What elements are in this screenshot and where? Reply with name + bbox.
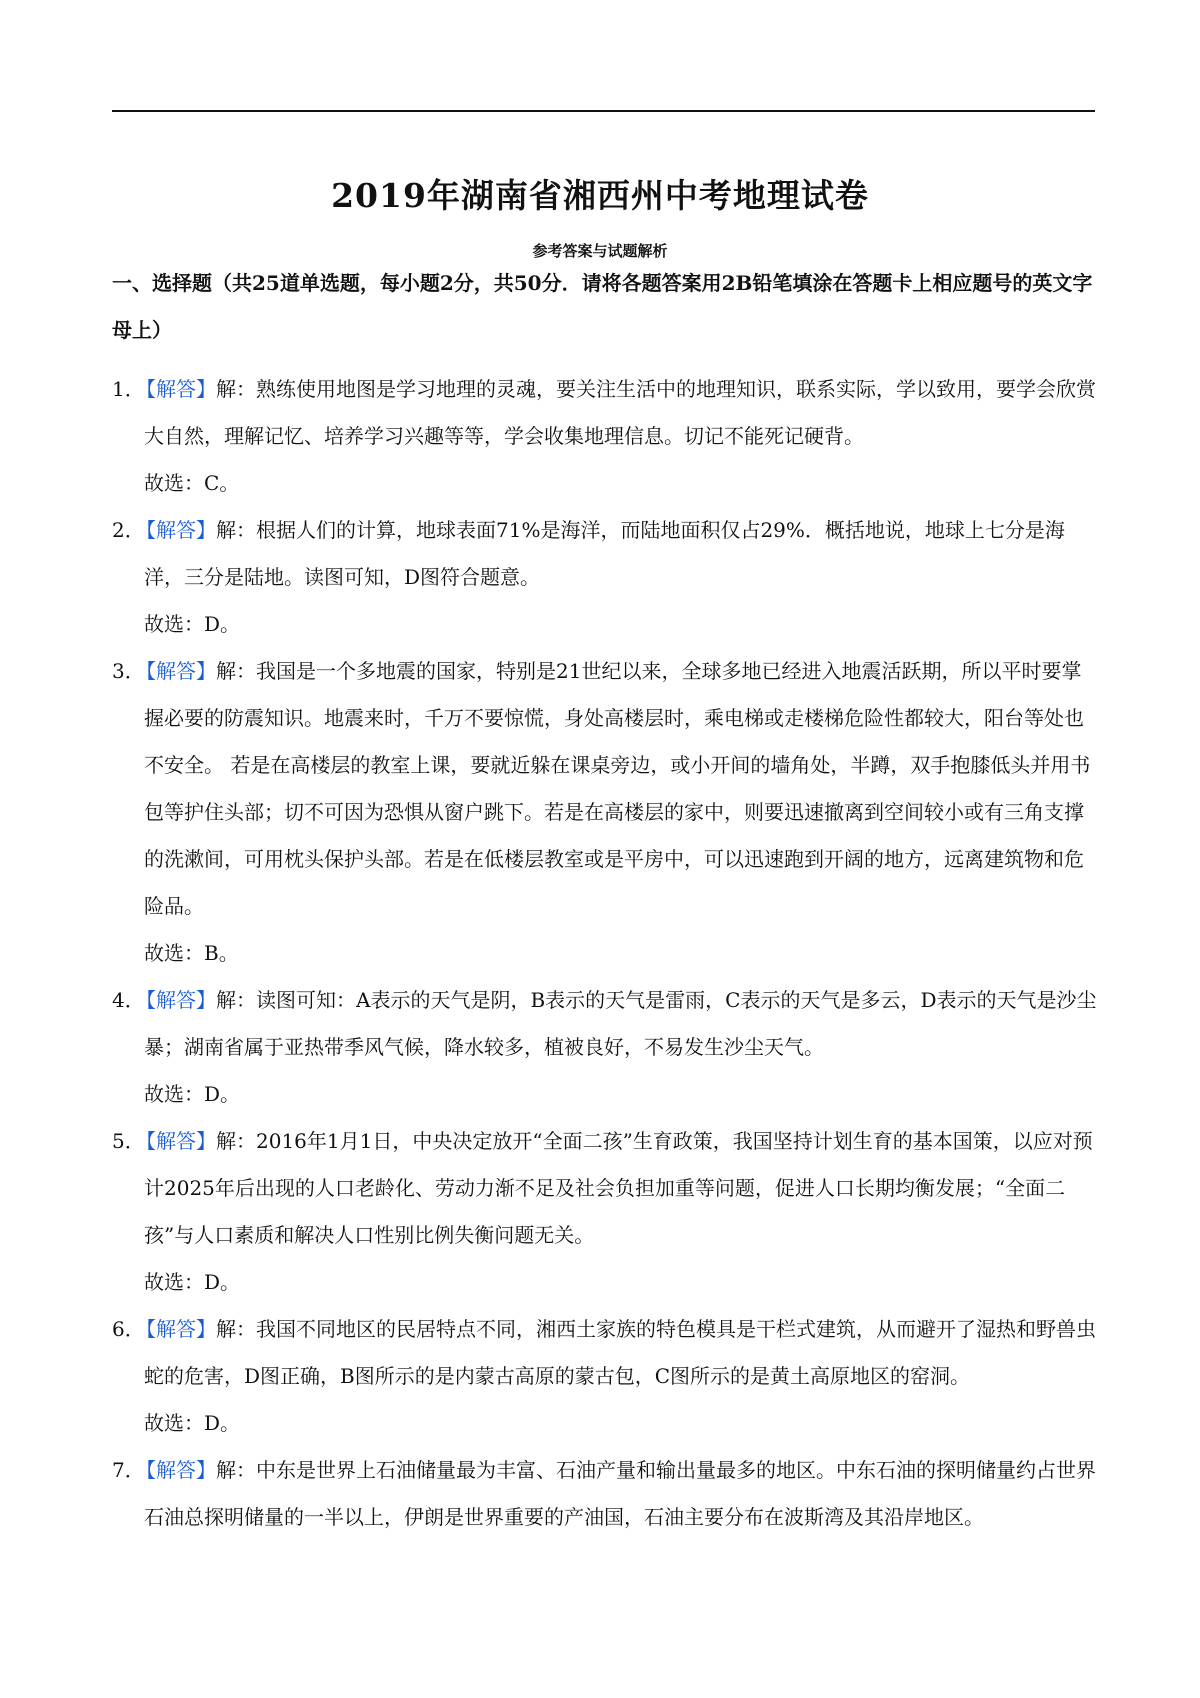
- answer-tag: 【解答】: [136, 1129, 216, 1153]
- question-number: 2．: [112, 518, 145, 542]
- answer-text: [112, 1447, 1097, 1541]
- section-heading: 一、选择题（共25道单选题，每小题2分，共50分．请将各题答案用2B铅笔填涂在答题卡上相应题号的英文字母上）: [112, 271, 1093, 342]
- explanation: 解：中东是世界上石油储量最为丰富、石油产量和输出量最多的地区。中东石油的探明储量约占世界石油总探明储量的一半以上，伊朗是世界重要的产油国，石油主要分布在波斯湾及其沿岸地区。: [144, 1458, 1096, 1529]
- explanation: 解：熟练使用地图是学习地理的灵魂，要关注生活中的地理知识，联系实际，学以致用，要学会欣赏大自然，理解记忆、培养学习兴趣等等，学会收集地理信息。切记不能死记硬背。: [144, 377, 1096, 448]
- answer-text: [112, 1306, 1097, 1400]
- document-title: 2019年湖南省湘西州中考地理试卷: [331, 176, 869, 215]
- answer-text: [112, 1118, 1097, 1259]
- answer-tag: 【解答】: [136, 377, 216, 401]
- answer-choice: 故选：D。: [144, 1082, 241, 1106]
- question-number: 6．: [112, 1317, 145, 1341]
- answer-choice: 故选：D。: [144, 1411, 241, 1435]
- answer-tag: 【解答】: [136, 1317, 216, 1341]
- question-number: 7．: [112, 1458, 145, 1482]
- answer-item-7: [112, 1447, 1097, 1541]
- answer-choice: 故选：D。: [144, 612, 241, 636]
- answer-item-2: [112, 507, 1097, 648]
- answer-text: [112, 507, 1097, 601]
- answer-choice: 故选：D。: [144, 1270, 241, 1294]
- answer-choice: 故选：C。: [144, 471, 240, 495]
- answer-tag: 【解答】: [136, 518, 216, 542]
- question-number: 3．: [112, 659, 145, 683]
- answer-text: [112, 366, 1097, 460]
- answer-tag: 【解答】: [136, 1458, 216, 1482]
- answer-tag: 【解答】: [136, 659, 216, 683]
- answer-item-5: [112, 1118, 1097, 1306]
- explanation: 解：我国是一个多地震的国家，特别是21世纪以来，全球多地已经进入地震活跃期，所以平时要掌握必要的防震知识。地震来时，千万不要惊慌，身处高楼层时，乘电梯或走楼梯危险性都较大，阳台等处也不安全。 若是在高楼层的教室上课，要就近躲在课桌旁边，或小开间的墙角处，半蹲，双手抱膝低头并用书包等护住头部；切不可因为恐惧从窗户跳下。若是在高楼层的家中，则要迅速撤离到空间较小或有三角支撑的洗漱间，可用枕头保护头部。若是在低楼层教室或是平房中，可以迅速跑到开阔的地方，远离建筑物和危险品。: [144, 659, 1091, 918]
- answer-list: [112, 366, 1097, 1541]
- question-number: 1．: [112, 377, 145, 401]
- answer-item-1: [112, 366, 1097, 507]
- explanation: 解：我国不同地区的民居特点不同，湘西土家族的特色模具是干栏式建筑，从而避开了湿热和野兽虫蛇的危害，D图正确，B图所示的是内蒙古高原的蒙古包，C图所示的是黄土高原地区的窑洞。: [144, 1317, 1096, 1388]
- answer-item-3: [112, 648, 1097, 977]
- document-subtitle: 参考答案与试题解析: [532, 242, 668, 260]
- answer-item-4: [112, 977, 1097, 1118]
- top-rule: [112, 110, 1095, 112]
- explanation: 解：根据人们的计算，地球表面71%是海洋，而陆地面积仅占29%．概括地说，地球上七分是海洋，三分是陆地。读图可知，D图符合题意。: [144, 518, 1065, 589]
- question-number: 5．: [112, 1129, 145, 1153]
- answer-choice: 故选：B。: [144, 941, 239, 965]
- answer-tag: 【解答】: [136, 988, 216, 1012]
- answer-text: [112, 977, 1097, 1071]
- explanation: 解：2016年1月1日，中央决定放开“全面二孩”生育政策，我国坚持计划生育的基本国策，以应对预计2025年后出现的人口老龄化、劳动力渐不足及社会负担加重等问题，促进人口长期均衡发展；“全面二孩”与人口素质和解决人口性别比例失衡问题无关。: [144, 1129, 1093, 1247]
- answer-item-6: [112, 1306, 1097, 1447]
- answer-text: [112, 648, 1097, 930]
- question-number: 4．: [112, 988, 145, 1012]
- explanation: 解：读图可知：A表示的天气是阴，B表示的天气是雷雨，C表示的天气是多云，D表示的天气是沙尘暴；湖南省属于亚热带季风气候，降水较多，植被良好，不易发生沙尘天气。: [144, 988, 1097, 1059]
